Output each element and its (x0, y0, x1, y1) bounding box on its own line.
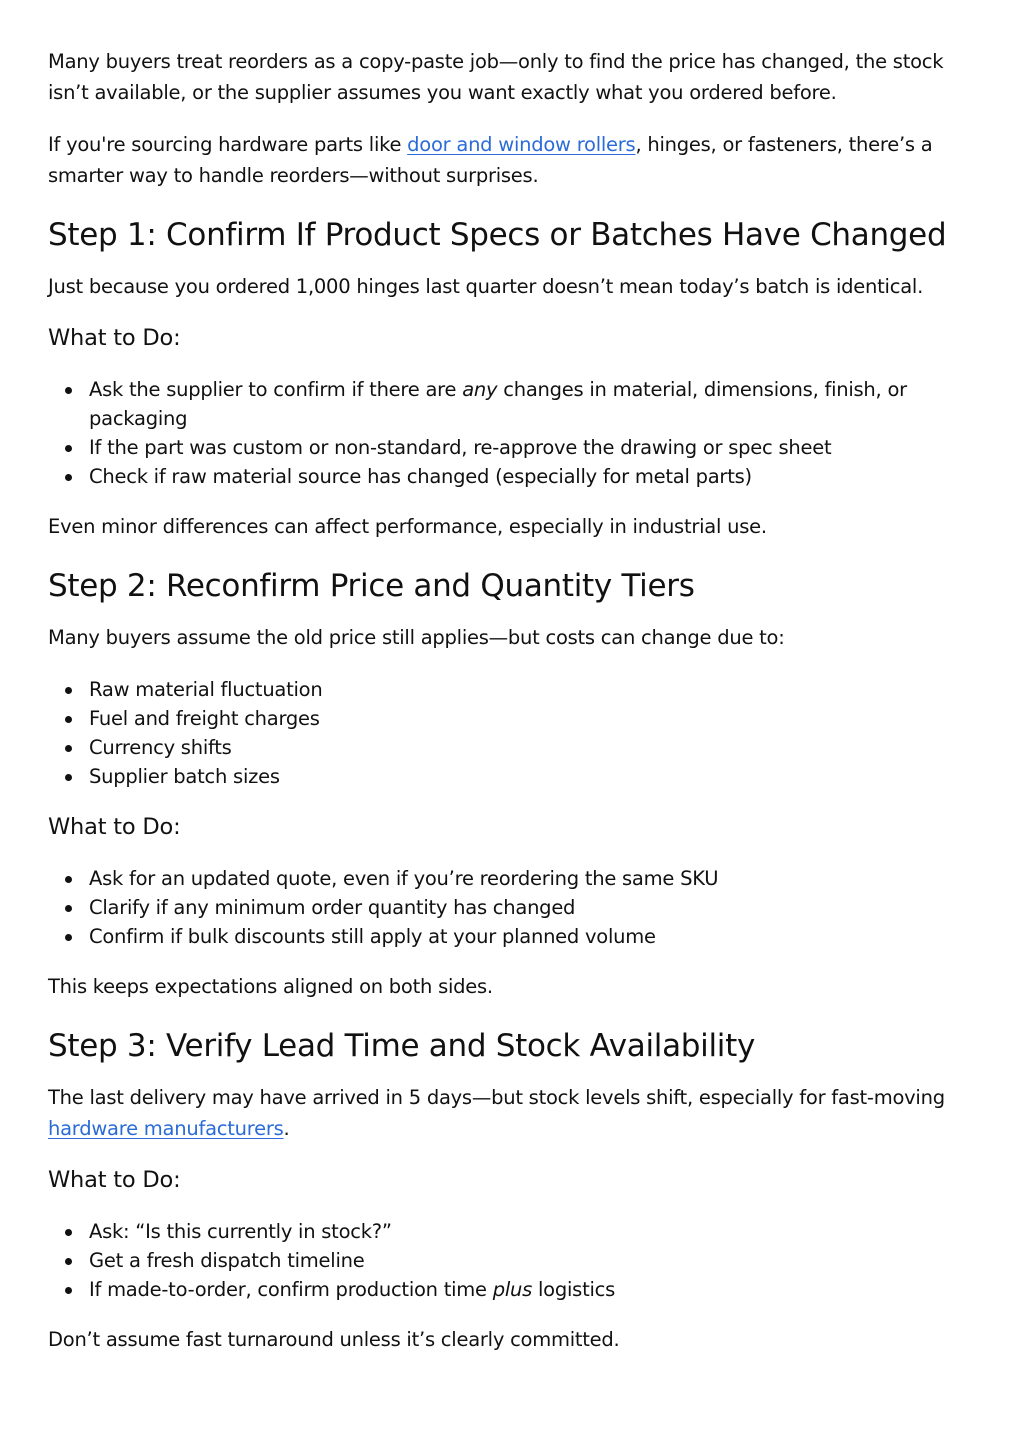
step1-intro: Just because you ordered 1,000 hinges last quarter doesn’t mean today’s batch is identical. (48, 275, 924, 298)
step2-intro: Many buyers assume the old price still applies—but costs can change due to: (48, 626, 785, 649)
list-item: Ask for an updated quote, even if you’re reordering the same SKU (89, 864, 980, 893)
step3-closing: Don’t assume fast turnaround unless it’s clearly committed. (48, 1328, 620, 1351)
list-item-emphasis: plus (492, 1278, 533, 1301)
list-item: Supplier batch sizes (89, 762, 980, 791)
step3-text-before-link: The last delivery may have arrived in 5 days—but stock levels shift, especially for fast-moving (48, 1086, 945, 1109)
hardware-manufacturers-link[interactable]: hardware manufacturers (48, 1117, 284, 1140)
list-item: Currency shifts (89, 733, 980, 762)
intro-paragraph-1: Many buyers treat reorders as a copy-paste job—only to find the price has changed, the stock isn’t available, or the supplier assumes you want exactly what you ordered before. (48, 50, 944, 104)
list-item (89, 375, 980, 433)
list-item-text: logistics (532, 1278, 616, 1301)
list-item-text: If made-to-order, confirm production time (89, 1278, 493, 1301)
intro-text-after-link: , hinges, or fasteners, there’s a smarter way to handle reorders—without surprises. (48, 133, 933, 187)
step1-action-list (48, 375, 980, 491)
step3-what-to-do: What to Do: (48, 1167, 181, 1193)
list-item: Ask: “Is this currently in stock?” (89, 1217, 980, 1246)
step3-heading: Step 3: Verify Lead Time and Stock Availability (48, 1028, 755, 1064)
step2-action-list (48, 864, 980, 951)
step2-heading: Step 2: Reconfirm Price and Quantity Tiers (48, 568, 695, 604)
step2-what-to-do: What to Do: (48, 814, 181, 840)
step2-closing: This keeps expectations aligned on both sides. (48, 975, 493, 998)
list-item-text: Ask the supplier to confirm if there are (89, 378, 463, 401)
intro-paragraph-2 (48, 129, 980, 191)
step2-cause-list (48, 675, 980, 791)
list-item: Get a fresh dispatch timeline (89, 1246, 980, 1275)
step1-what-to-do: What to Do: (48, 325, 181, 351)
door-window-rollers-link[interactable]: door and window rollers (407, 133, 636, 156)
step3-intro (48, 1082, 980, 1144)
step1-heading: Step 1: Confirm If Product Specs or Batches Have Changed (48, 217, 947, 253)
list-item: If the part was custom or non-standard, re-approve the drawing or spec sheet (89, 433, 980, 462)
list-item-emphasis: any (462, 378, 498, 401)
list-item: Check if raw material source has changed (especially for metal parts) (89, 462, 980, 491)
list-item: Raw material fluctuation (89, 675, 980, 704)
list-item: Fuel and freight charges (89, 704, 980, 733)
intro-text-before-link: If you're sourcing hardware parts like (48, 133, 408, 156)
step1-closing: Even minor differences can affect performance, especially in industrial use. (48, 515, 767, 538)
step3-text-after-link: . (283, 1117, 290, 1140)
list-item-text: changes in material, dimensions, finish, or packaging (89, 378, 907, 430)
list-item: Clarify if any minimum order quantity has changed (89, 893, 980, 922)
list-item (89, 1275, 980, 1304)
step3-action-list (48, 1217, 980, 1304)
list-item: Confirm if bulk discounts still apply at your planned volume (89, 922, 980, 951)
